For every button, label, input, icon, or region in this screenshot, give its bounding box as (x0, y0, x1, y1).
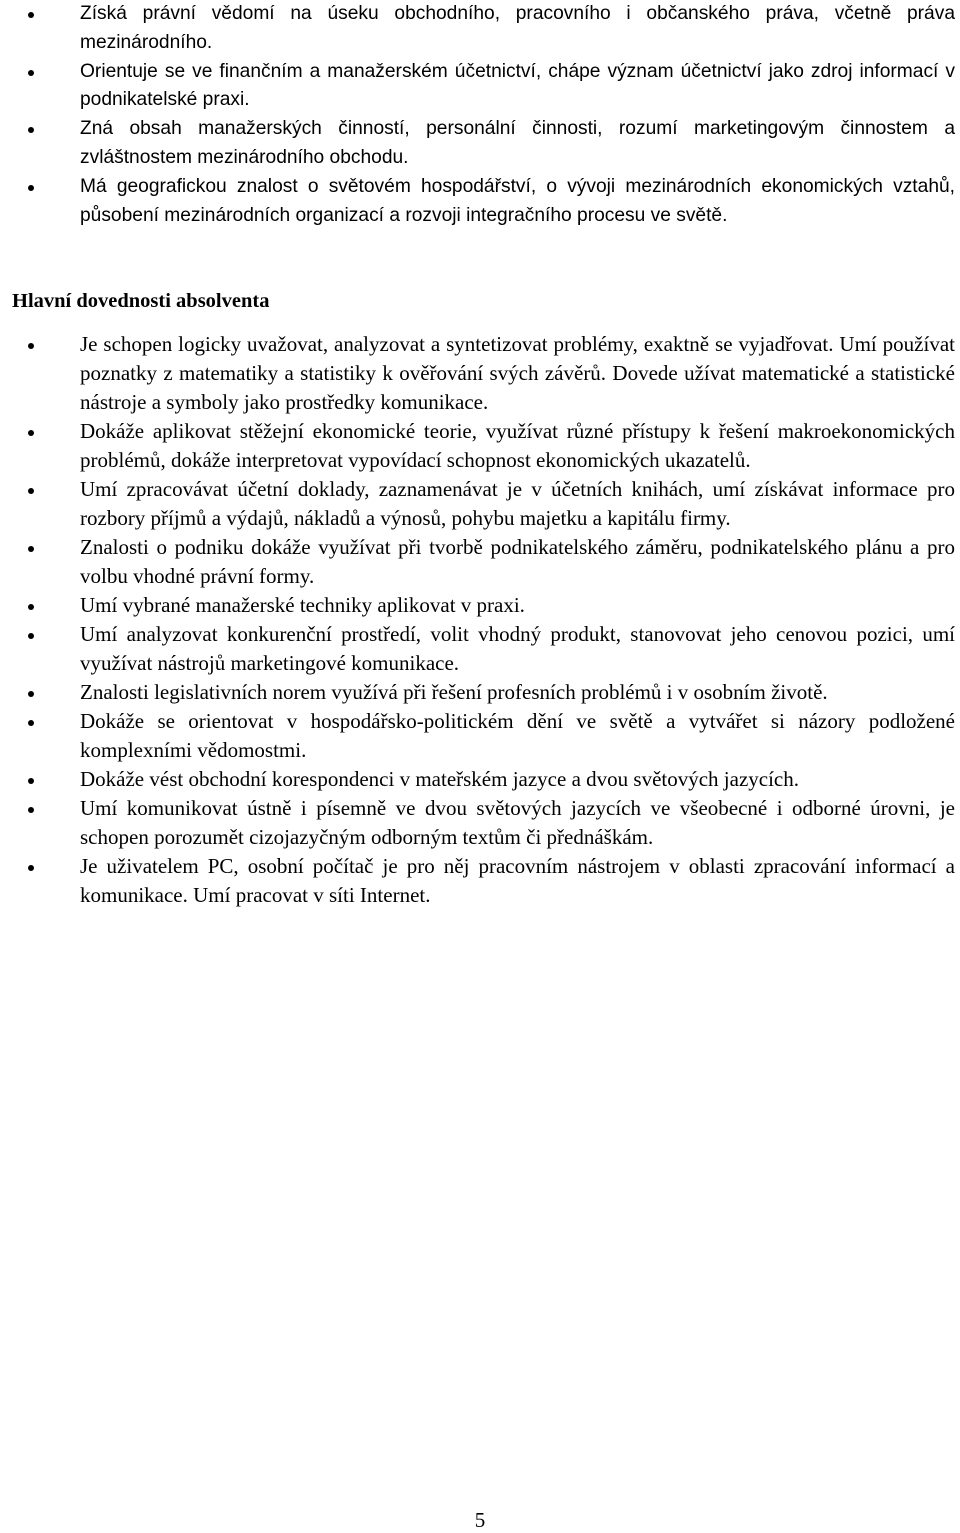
list-item (0, 794, 960, 852)
list-item (0, 475, 960, 533)
list-item (0, 533, 960, 591)
skills-list (0, 330, 960, 910)
list-item-text: Dokáže se orientovat v hospodářsko-politickém dění ve světě a vytvářet si názory podložené komplexními vědomostmi. (80, 709, 955, 762)
list-item-text: Zná obsah manažerských činností, personální činnosti, rozumí marketingovým činnostem a zvláštnostem mezinárodního obchodu. (80, 118, 955, 168)
list-item-text: Má geografickou znalost o světovém hospodářství, o vývoji mezinárodních ekonomických vztahů, působení mezinárodních organizací a rozvoji integračního procesu ve světě. (80, 175, 955, 226)
list-item (0, 58, 960, 116)
list-item-text: Umí zpracovávat účetní doklady, zaznamenávat je v účetních knihách, umí získávat informace pro rozbory příjmů a výdajů, nákladů a výnosů, pohybu majetku a kapitálu firmy. (80, 477, 955, 530)
knowledge-list (0, 0, 960, 230)
list-item (0, 591, 960, 620)
bullet-icon (28, 127, 34, 133)
list-item-text: Umí komunikovat ústně i písemně ve dvou světových jazycích ve všeobecné i odborné úrovni, je schopen porozumět cizojazyčným odborným textům či přednáškám. (80, 796, 955, 849)
list-item (0, 417, 960, 475)
list-item-text: Získá právní vědomí na úseku obchodního, pracovního i občanského práva, včetně práva mezinárodního. (80, 3, 955, 53)
list-item (0, 707, 960, 765)
bullet-icon (28, 633, 34, 639)
bullet-icon (28, 720, 34, 726)
list-item (0, 330, 960, 417)
bullet-icon (28, 778, 34, 784)
bullet-icon (28, 185, 34, 191)
section-heading: Hlavní dovednosti absolventa (12, 290, 270, 312)
page-number: 5 (474, 1508, 486, 1532)
list-item-text: Je schopen logicky uvažovat, analyzovat a syntetizovat problémy, exaktně se vyjadřovat. Umí používat poznatky z matematiky a statistiky k ověřování svých závěrů. Dovede užívat matematické a statistické nástroje a symboly jako prostředky komunikace. (80, 332, 955, 414)
list-item-text: Orientuje se ve finančním a manažerském účetnictví, chápe význam účetnictví jako zdroj informací v podnikatelské praxi. (80, 60, 955, 111)
list-item (0, 115, 960, 173)
bullet-icon (28, 865, 34, 871)
list-item-text: Umí vybrané manažerské techniky aplikovat v praxi. (80, 593, 525, 617)
list-item-text: Znalosti legislativních norem využívá při řešení profesních problémů i v osobním životě. (80, 680, 828, 704)
bullet-icon (28, 691, 34, 697)
list-item (0, 852, 960, 910)
list-item (0, 620, 960, 678)
bullet-icon (28, 807, 34, 813)
bullet-icon (28, 430, 34, 436)
list-item (0, 765, 960, 794)
list-item (0, 678, 960, 707)
list-item (0, 0, 960, 58)
bullet-icon (28, 488, 34, 494)
list-item-text: Znalosti o podniku dokáže využívat při tvorbě podnikatelského záměru, podnikatelského plánu a pro volbu vhodné právní formy. (80, 535, 955, 588)
list-item-text: Dokáže vést obchodní korespondenci v mateřském jazyce a dvou světových jazycích. (80, 767, 799, 791)
bullet-icon (28, 12, 34, 18)
list-item-text: Dokáže aplikovat stěžejní ekonomické teorie, využívat různé přístupy k řešení makroekonomických problémů, dokáže interpretovat vypovídací schopnost ekonomických ukazatelů. (80, 419, 955, 472)
bullet-icon (28, 546, 34, 552)
bullet-icon (28, 70, 34, 76)
bullet-icon (28, 604, 34, 610)
bullet-icon (28, 343, 34, 349)
list-item-text: Je uživatelem PC, osobní počítač je pro něj pracovním nástrojem v oblasti zpracování informací a komunikace. Umí pracovat v síti Internet. (80, 854, 955, 907)
list-item-text: Umí analyzovat konkurenční prostředí, volit vhodný produkt, stanovovat jeho cenovou pozici, umí využívat nástrojů marketingové komunikace. (80, 622, 955, 675)
list-item (0, 173, 960, 231)
